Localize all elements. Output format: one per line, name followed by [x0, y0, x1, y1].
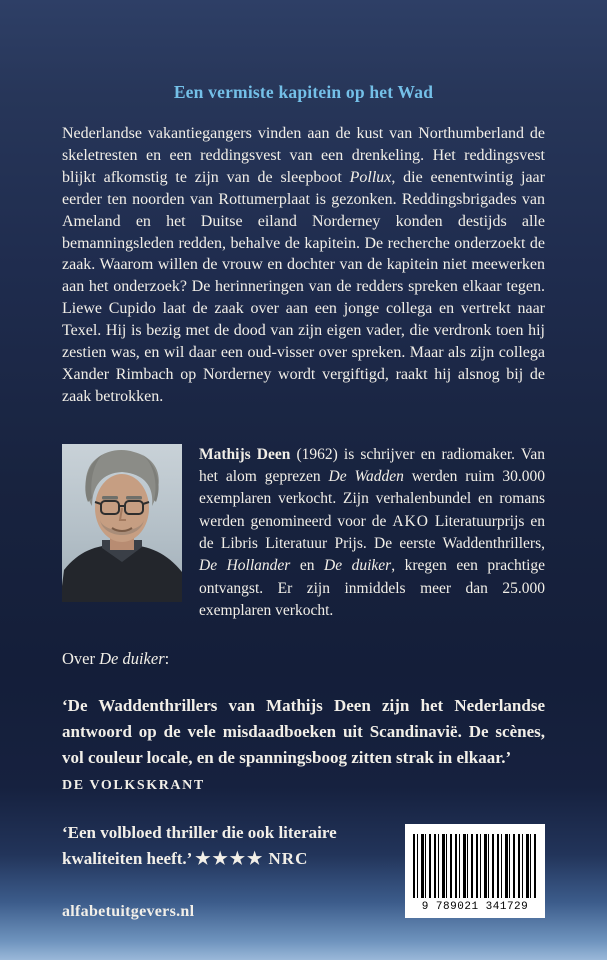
author-section — [62, 444, 545, 623]
over-heading: Over De duiker: — [62, 649, 170, 669]
bottom-left-column — [62, 820, 382, 922]
tagline: Een vermiste kapitein op het Wad — [173, 82, 434, 102]
barcode — [405, 824, 545, 918]
publisher-url: alfabetuitgevers.nl — [62, 903, 195, 921]
synopsis-text: Nederlandse vakantiegangers vinden aan de kust van Northumberland de skeletresten en een reddingsvest van een drenkeling. Het reddingsvest blijkt afkomstig te zijn van de sleepboot Pollux, die eenentwintig jaar eerder ten noorden van Rottumerplaat is gezonken. Reddingsbrigades van Ameland en het Duitse eiland Norderney konden destijds alle bemanningsleden redden, behalve de kapitein. De recherche onderzoekt de zaak. Waarom willen de vrouw en dochter van de kapitein niet meewerken aan het onderzoek? De herinneringen van de redders spreken elkaar tegen. Liewe Cupido laat de zaak over aan een jonge collega en vertrekt naar Texel. Hij is bezig met de dood van zijn eigen vader, die verdronk toen hij zestien was, en wil daar een oud-visser over spreken. Maar als zijn collega Xander Rimbach op Norderney wordt vergiftigd, raakt hij alsnog bij de zaak betrokken. — [62, 125, 545, 405]
bottom-section — [62, 820, 545, 922]
author-photo — [62, 444, 182, 602]
press-source-volkskrant: DE VOLKSKRANT — [62, 777, 205, 793]
author-portrait-illustration — [62, 444, 182, 602]
barcode-bars — [413, 834, 537, 898]
author-bio: Mathijs Deen (1962) is schrijver en radiomaker. Van het alom geprezen De Wadden werden ruim 30.000 exemplaren verkocht. Zijn verhalenbundel en romans werden genomineerd voor de AKO Literatuurprijs en de Libris Literatuur Prijs. De eerste Waddenthrillers, De Hollander en De duiker, kregen een prachtige ontvangst. Er zijn inmiddels meer dan 25.000 exemplaren verkocht. — [199, 445, 546, 619]
press-quote-volkskrant: ‘De Waddenthrillers van Mathijs Deen zijn het Nederlandse antwoord op de vele misdaadboeken uit Scandinavië. De scènes, vol couleur locale, en de spanningsboog zitten strak in elkaar.’ — [62, 696, 545, 767]
press-quote-nrc: ‘Een volbloed thriller die ook literaire kwaliteiten heeft.’ ★★★★ NRC — [62, 822, 337, 868]
isbn-number: 9 789021 341729 — [421, 900, 529, 913]
